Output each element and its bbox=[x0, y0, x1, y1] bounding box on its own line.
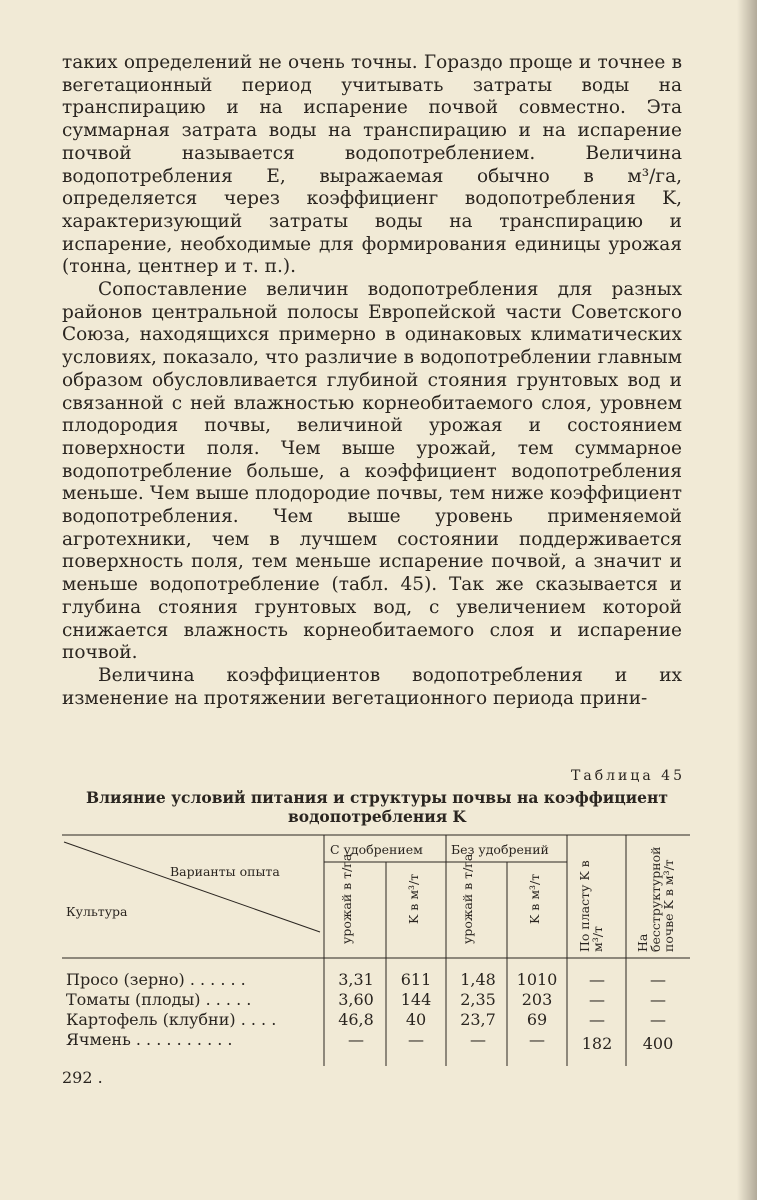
header-k-2: K в м³/т bbox=[527, 873, 542, 924]
paragraph-3: Величина коэффициентов водопотребления и их изменение на протяжении вегетационного периода прини- bbox=[62, 664, 682, 709]
table-45 bbox=[62, 834, 690, 1070]
row-4-c6: 400 bbox=[642, 1034, 674, 1053]
row-3-c3: 23,7 bbox=[460, 1010, 496, 1029]
row-2-c6: — bbox=[650, 990, 666, 1009]
header-by-layer: По пласту K в м³/т bbox=[577, 860, 605, 952]
row-2-c4: 203 bbox=[521, 990, 553, 1009]
row-3-c5: — bbox=[589, 1010, 605, 1029]
header-unstructured: На бесструктурной почве K в м³/т bbox=[635, 846, 676, 952]
row-1-c6: — bbox=[650, 970, 666, 989]
row-2-c2: 144 bbox=[400, 990, 432, 1009]
row-1-c5: — bbox=[589, 970, 605, 989]
row-3-name: Картофель (клубни) . . . . bbox=[66, 1010, 277, 1029]
row-3-c4: 69 bbox=[526, 1010, 548, 1029]
row-2-c3: 2,35 bbox=[460, 990, 496, 1009]
header-with-fertilizer: С удобрением bbox=[330, 842, 423, 857]
header-k-1: K в м³/т bbox=[406, 873, 421, 924]
table-title bbox=[62, 788, 692, 826]
row-1-c2: 611 bbox=[400, 970, 432, 989]
body-text bbox=[62, 52, 682, 710]
header-without-fertilizer: Без удобрений bbox=[451, 842, 549, 857]
row-4-c2: — bbox=[408, 1030, 424, 1049]
row-1-c4: 1010 bbox=[516, 970, 558, 989]
row-3-c6: — bbox=[650, 1010, 666, 1029]
row-3-c1: 46,8 bbox=[338, 1010, 374, 1029]
header-yield-1: урожай в т/га bbox=[339, 853, 354, 944]
row-2-c5: — bbox=[589, 990, 605, 1009]
header-yield-2: урожай в т/га bbox=[460, 853, 475, 944]
header-variants: Варианты опыта bbox=[170, 864, 280, 879]
row-1-name: Просо (зерно) . . . . . . bbox=[66, 970, 246, 989]
header-culture: Культура bbox=[66, 904, 128, 919]
table-label: Таблица 45 bbox=[571, 768, 685, 784]
row-4-c3: — bbox=[470, 1030, 486, 1049]
table-title-line-2: водопотребления K bbox=[287, 807, 467, 826]
row-4-name: Ячмень . . . . . . . . . . bbox=[66, 1030, 233, 1049]
row-4-c1: — bbox=[348, 1030, 364, 1049]
paragraph-1: таких определений не очень точны. Гораздо проще и точнее в вегетационный период учитывать затраты воды на транспирацию и на испарение почвой совместно. Эта суммарная затрата воды на транспирацию и на испарение почвой называется водопотреблением. Величина водопотребления E, выражаемая обычно в м³/га, определяется через коэффициенг водопотребления K, характеризующий затраты воды на транспирацию и испарение, необходимые для формирования единицы урожая (тонна, центнер и т. п.). bbox=[62, 52, 682, 278]
row-2-name: Томаты (плоды) . . . . . bbox=[66, 990, 252, 1009]
table-title-line-1: Влияние условий питания и структуры почвы на коэффициент bbox=[86, 788, 668, 807]
page-number: 292 . bbox=[62, 1068, 103, 1087]
paragraph-2: Сопоставление величин водопотребления для разных районов центральной полосы Европейской части Советского Союза, находящихся примерно в одинаковых климатических условиях, показало, что различие в водопотреблении главным образом обусловливается глубиной стояния грунтовых вод и связанной с ней влажностью корнеобитаемого слоя, уровнем плодородия почвы, величиной урожая и состоянием поверхности поля. Чем выше урожай, тем суммарное водопотребление больше, а коэффициент водопотребления меньше. Чем выше плодородие почвы, тем ниже коэффициент водопотребления. Чем выше уровень применяемой агротехники, чем в лучшем состоянии поддерживается поверхность поля, тем меньше испарение почвой, а значит и меньше водопотребление (табл. 45). Так же сказывается и глубина стояния грунтовых вод, с увеличением которой снижается влажность корнеобитаемого слоя и испарение почвой. bbox=[62, 279, 682, 664]
row-3-c2: 40 bbox=[405, 1010, 427, 1029]
page-edge-shadow bbox=[737, 0, 757, 1200]
row-2-c1: 3,60 bbox=[338, 990, 374, 1009]
row-4-c4: — bbox=[529, 1030, 545, 1049]
row-1-c3: 1,48 bbox=[460, 970, 496, 989]
row-1-c1: 3,31 bbox=[338, 970, 374, 989]
row-4-c5: 182 bbox=[581, 1034, 613, 1053]
